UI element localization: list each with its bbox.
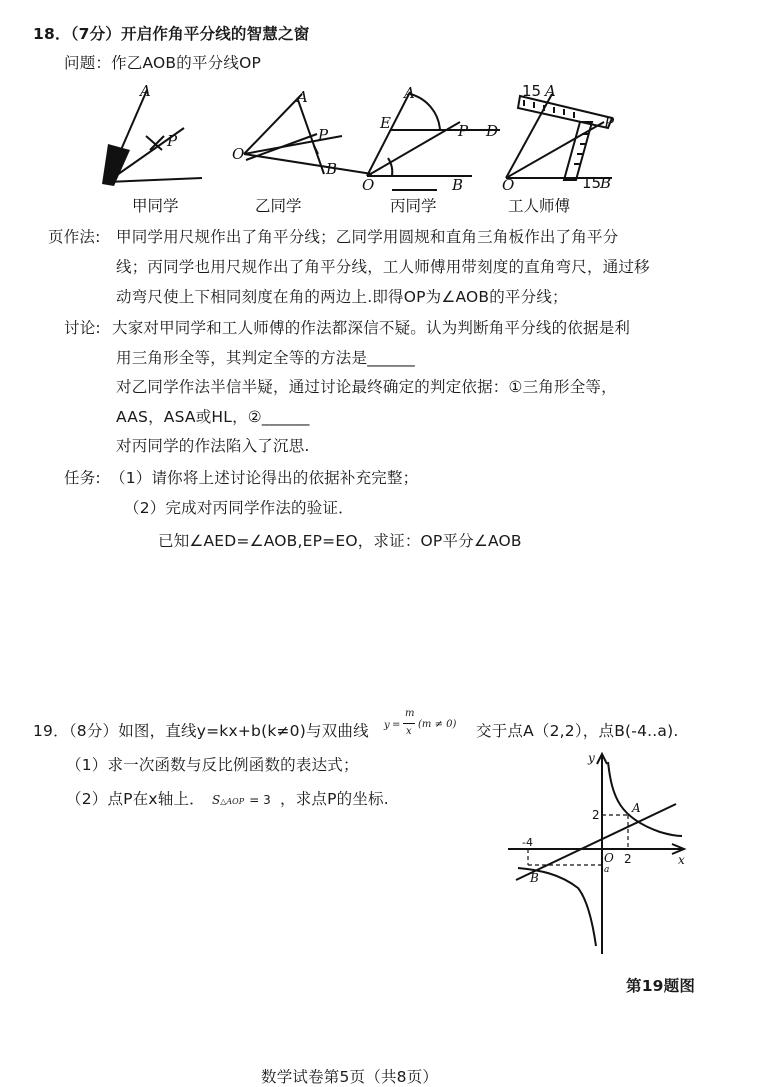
fig-c-label-A: A [404,84,415,102]
q19-hyperbola-formula: y = m x (m ≠ 0) [384,708,457,737]
fig-d-label-P: P [604,114,615,132]
method-line-2: 线；丙同学也用尺规作出了角平分线，工人师傅用带刻度的直角弯尺，通过移 [116,258,650,276]
graph-label-O: O [604,851,614,865]
task-label: 任务: [64,469,101,487]
fig-d-label-O: O [502,176,515,194]
fig-c-label-B: B [452,176,464,194]
q19-graph-caption: 第19题图 [626,977,696,995]
task-line-3: 已知∠AED=∠AOB,EP=EO，求证：OP平分∠AOB [158,532,522,550]
fig-b-label-P: P [318,126,329,144]
discuss-line-4: AAS，ASA或HL，②______ [116,408,310,426]
fig-c-label-D: D [486,122,499,140]
method-line-1: 甲同学用尺规作出了角平分线；乙同学用圆规和直角三角板作出了角平分 [116,228,619,246]
fig-d-scale-top: 15 [522,84,542,100]
graph-label-x: x [678,853,685,867]
discuss-line-2: 用三角形全等，其判定全等的方法是______ [116,349,415,367]
caption-jia: 甲同学 [132,197,179,215]
q19-graph [500,748,700,968]
fig-d-scale-bottom: 15 [582,174,602,192]
figure-yi [232,88,372,178]
fig-b-label-O: O [232,145,245,163]
discuss-line-5: 对丙同学的作法陷入了沉思. [116,437,310,455]
q18-figures [92,84,632,216]
fig-b-label-B: B [326,160,338,178]
graph-label-neg4: -4 [522,836,533,849]
q19-sub2-part2: ，求点P的坐标. [280,790,389,808]
figure-bing [362,84,500,194]
q18-problem: 问题：作乙AOB的平分线OP [64,54,262,72]
fig-c-label-E: E [380,114,391,132]
fig-d-label-A: A [545,84,556,100]
graph-label-a: a [604,865,610,875]
page-footer: 数学试卷第5页（共8页） [261,1068,439,1086]
fig-d-label-B: B [600,174,612,192]
q19-area-formula: S△AOP = 3 [212,793,271,807]
q19-sub1: （1）求一次函数与反比例函数的表达式； [66,756,359,774]
q19-line1-part2: 交于点A（2,2），点B(-4..a). [476,722,679,740]
fig-b-label-A: A [297,88,308,106]
graph-label-A: A [632,801,641,815]
hyperbola-branch-1 [608,762,682,836]
method-line-3: 动弯尺使上下相同刻度在角的两边上.即得OP为∠AOB的平分线； [116,288,568,306]
q18-title: 18．（7分）开启作角平分线的智慧之窗 [33,25,310,43]
fig-a-label-P: P [167,132,178,150]
fig-a-label-A: A [140,84,151,100]
method-label: 页作法: [48,228,101,246]
figure-jia [102,84,202,186]
discuss-line-3: 对乙同学作法半信半疑，通过讨论最终确定的判定依据：①三角形全等， [116,378,617,396]
discuss-label: 讨论: [64,319,101,337]
graph-label-B: B [530,871,539,885]
fig-c-label-O: O [362,176,375,194]
graph-label-2x: 2 [624,852,632,866]
caption-worker: 工人师傅 [508,197,571,215]
task-line-1: （1）请你将上述讨论得出的依据补充完整； [110,469,419,487]
figure-worker [502,84,615,194]
discuss-line-1: 大家对甲同学和工人师傅的作法都深信不疑。认为判断角平分线的依据是利 [112,319,631,337]
task-line-2: （2）完成对丙同学作法的验证． [124,499,354,517]
q19-line1-part1: 19．（8分）如图，直线y=kx+b(k≠0)与双曲线 [33,722,369,740]
caption-yi: 乙同学 [255,197,302,215]
caption-bing: 丙同学 [390,197,437,215]
fig-c-label-P: P [458,122,469,140]
graph-label-y: y [588,751,595,765]
q19-sub2-part1: （2）点P在x轴上． [66,790,205,808]
graph-label-2y: 2 [592,808,600,822]
